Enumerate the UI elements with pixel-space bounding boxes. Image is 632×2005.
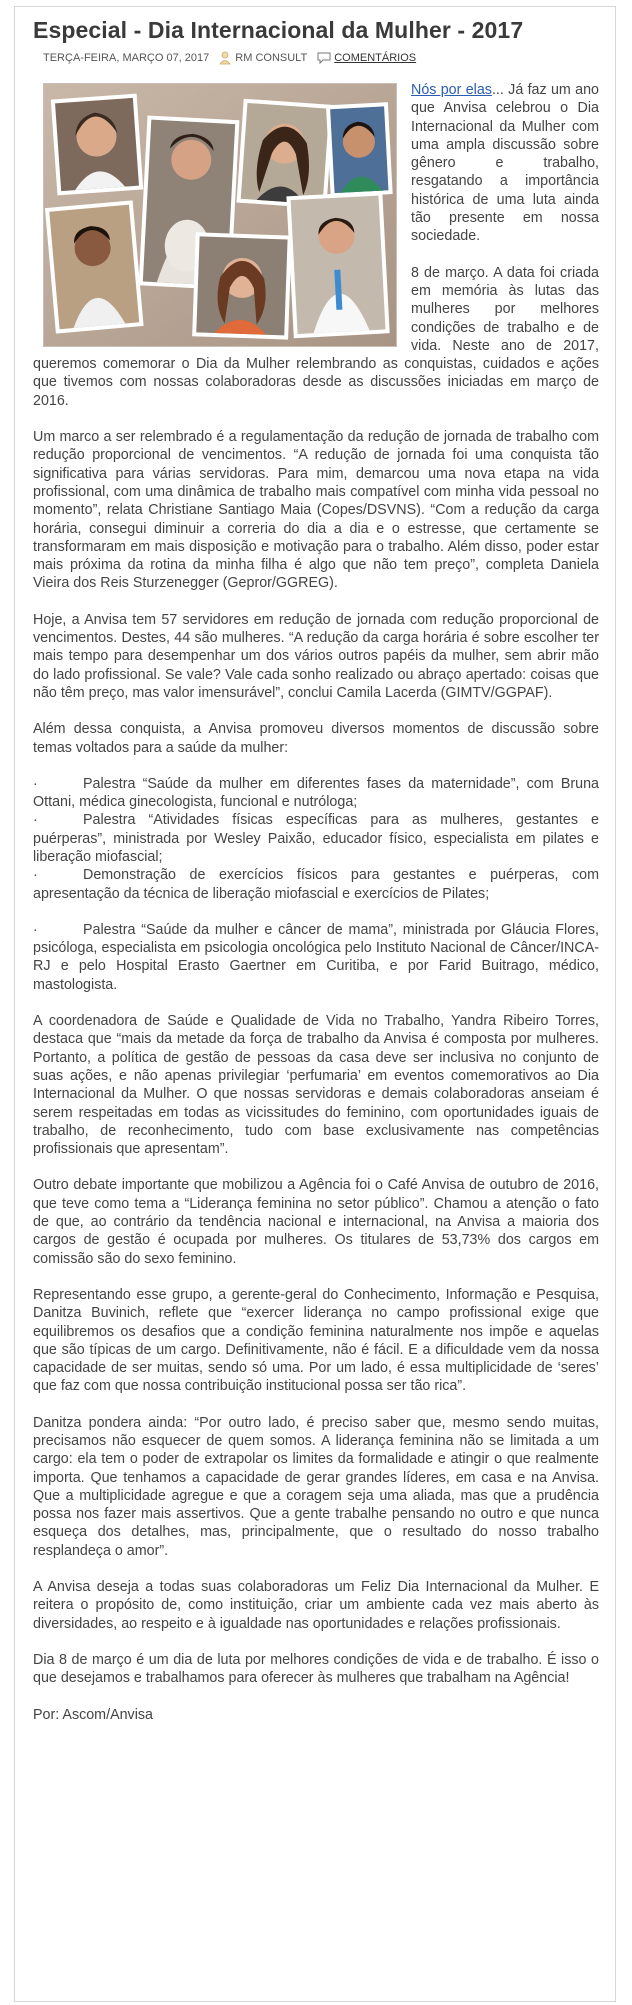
paragraph-1: Nós por elas... Já faz um ano que Anvisa celebrou o Dia Internacional da Mulher com uma ampla discussão sobre gênero e trabalho, resgatando a importância histórica de uma luta ainda tão presente em nossa sociedade. [411,82,599,245]
paragraph-11: Dia 8 de março é um dia de luta por melhores condições de vida e de trabalho. É isso o que desejamos e trabalhamos para oferecer às mulheres que trabalham na Agência! [33,1651,599,1687]
bullet-list [33,775,599,903]
list-item: · Palestra “Atividades físicas específicas para as mulheres, gestantes e puérperas”, ministrada por Wesley Paixão, educador físico, especialista em pilates e liberação miofascial; [33,812,599,865]
nos-por-elas-link[interactable]: Nós por elas [411,82,492,98]
list-item: · Demonstração de exercícios físicos para gestantes e puérperas, com apresentação da técnica de liberação miofascial e exercícios de Pilates; [33,867,599,902]
paragraph-6: A coordenadora de Saúde e Qualidade de Vida no Trabalho, Yandra Ribeiro Torres, destaca que “mais da metade da força de trabalho da Anvisa é composta por mulheres. Portanto, a política de gestão de pessoas da casa deve ser inclusiva no conjunto de suas ações, e não apenas privilegiar ‘perfumaria’ em eventos comemorativos ao Dia Internacional da Mulher. O que nossas servidoras e demais colaboradoras anseiam é serem respeitadas em todas as vicissitudes do feminino, com oportunidades iguais de trabalho, de reconhecimento, tudo com base exclusivamente nas competências profissionais que apresentam”. [33,1013,599,1158]
speech-bubble-icon [317,52,331,64]
paragraph-8: Representando esse grupo, a gerente-geral do Conhecimento, Informação e Pesquisa, Danitza Buvinich, reflete que “exercer liderança no campo profissional exige que equilibremos os desafios que a condição feminina naturalmente nos impõe e aquelas que são típicas de um cargo. Definitivamente, não é fácil. E a dificuldade vem da nossa capacidade de ser muitas, sendo só uma. Por um lado, é essa multiplicidade de ‘seres’ que faz com que nossa contribuição institucional possa ser tão rica”. [33,1286,599,1395]
post-author: RM CONSULT [235,52,308,64]
list-item: · Palestra “Saúde da mulher em diferentes fases da maternidade”, com Bruna Ottani, médica ginecologista, funcional e nutróloga; [33,775,599,811]
person-icon [219,51,231,65]
paragraph-9: Danitza pondera ainda: “Por outro lado, é preciso saber que, mesmo sendo muitas, precisamos não esquecer de quem somos. A liderança feminina não se limitada a um cargo: ela tem o poder de extrapolar os limites da formalidade e atingir o que realmente importa. Que tenhamos a capacidade de gerar grandes líderes, em casa e na Anvisa. Que a multiplicidade agregue e que a coragem seja uma aliada, mas que a prudência possa nos fazer mais assertivos. Que a gente trabalhe pensando no outro e que nunca esqueça dos detalhes, mas, principalmente, que o resultado do nosso trabalho resplandeça o amor”. [33,1414,599,1559]
post-date: TERÇA-FEIRA, MARÇO 07, 2017 [43,52,210,64]
post-title[interactable]: Especial - Dia Internacional da Mulher - 2017 [33,17,524,43]
post-content [33,81,599,1724]
paragraph-2: 8 de março. A data foi criada em memória às lutas das mulheres por melhores condições de trabalho e de vida. Neste ano de 2017, queremos comemorar o Dia da Mulher relembrando as conquistas, cuidados e ações que tivemos com nossas colaboradoras desde as discussões iniciadas em março de 2016. [33,264,599,409]
blog-post [33,15,599,1742]
comments-link[interactable]: COMENTÁRIOS [334,52,417,64]
signature: Por: Ascom/Anvisa [33,1706,153,1723]
post-meta [43,47,599,69]
paragraph-10: A Anvisa deseja a todas suas colaboradoras um Feliz Dia Internacional da Mulher. E reitera o propósito de, como instituição, criar um ambiente cada vez mais aberto às diversidades, ao respeito e à igualdade nas oportunidades e relações profissionais. [33,1579,599,1632]
paragraph-5: Além dessa conquista, a Anvisa promoveu diversos momentos de discussão sobre temas voltados para a saúde da mulher: [33,721,599,756]
paragraph-4: Hoje, a Anvisa tem 57 servidores em redução de jornada com redução proporcional de vencimentos. Destes, 44 são mulheres. “A redução da carga horária é sobre escolher ter mais tempo para desempenhar um dos vários outros papéis da mulher, sem abrir mão do lado profissional. Se vale? Vale cada sonho realizado ou abraço apertado: coisas que não têm preço, mas valor imensurável”, conclui Camila Lacerda (GIMTV/GGPAF). [33,611,599,701]
collage-photo [43,83,397,347]
paragraph-7: Outro debate importante que mobilizou a Agência foi o Café Anvisa de outubro de 2016, que teve como tema a “Liderança feminina no setor público”. Chamou a atenção o fato de que, ao contrário da tendência nacional e internacional, na Anvisa a maioria dos cargos de gestão é ocupada por mulheres. Os titulares de 53,73% dos cargos em comissão são do sexo feminino. [33,1177,599,1267]
list-item: · Palestra “Saúde da mulher e câncer de mama”, ministrada por Gláucia Flores, psicóloga, especialista em psicologia oncológica pelo Instituto Nacional de Câncer/INCA-RJ e pelo Hospital Erasto Gaertner em Curitiba, e por Farid Buitrago, médico, mastologista. [33,921,599,993]
paragraph-3: Um marco a ser relembrado é a regulamentação da redução de jornada de trabalho com redução proporcional de vencimentos. “A redução de jornada foi uma conquista tão significativa para várias servidoras. Para mim, demarcou uma nova etapa na vida profissional, com uma dinâmica de trabalho mais compatível com minha vida pessoal no momento”, relata Christiane Santiago Maia (Copes/DSVNS). “Com a redução da carga horária, consegui diminuir a correria do dia a dia e o estresse, que certamente se transformaram em mais disposição e motivação para o trabalho. Além disso, poder estar mais próxima da rotina da minha filha é algo que não tem preço”, completa Daniela Vieira dos Reis Sturzenegger (Gepror/GGREG). [33,429,599,592]
post-frame [14,6,616,2002]
